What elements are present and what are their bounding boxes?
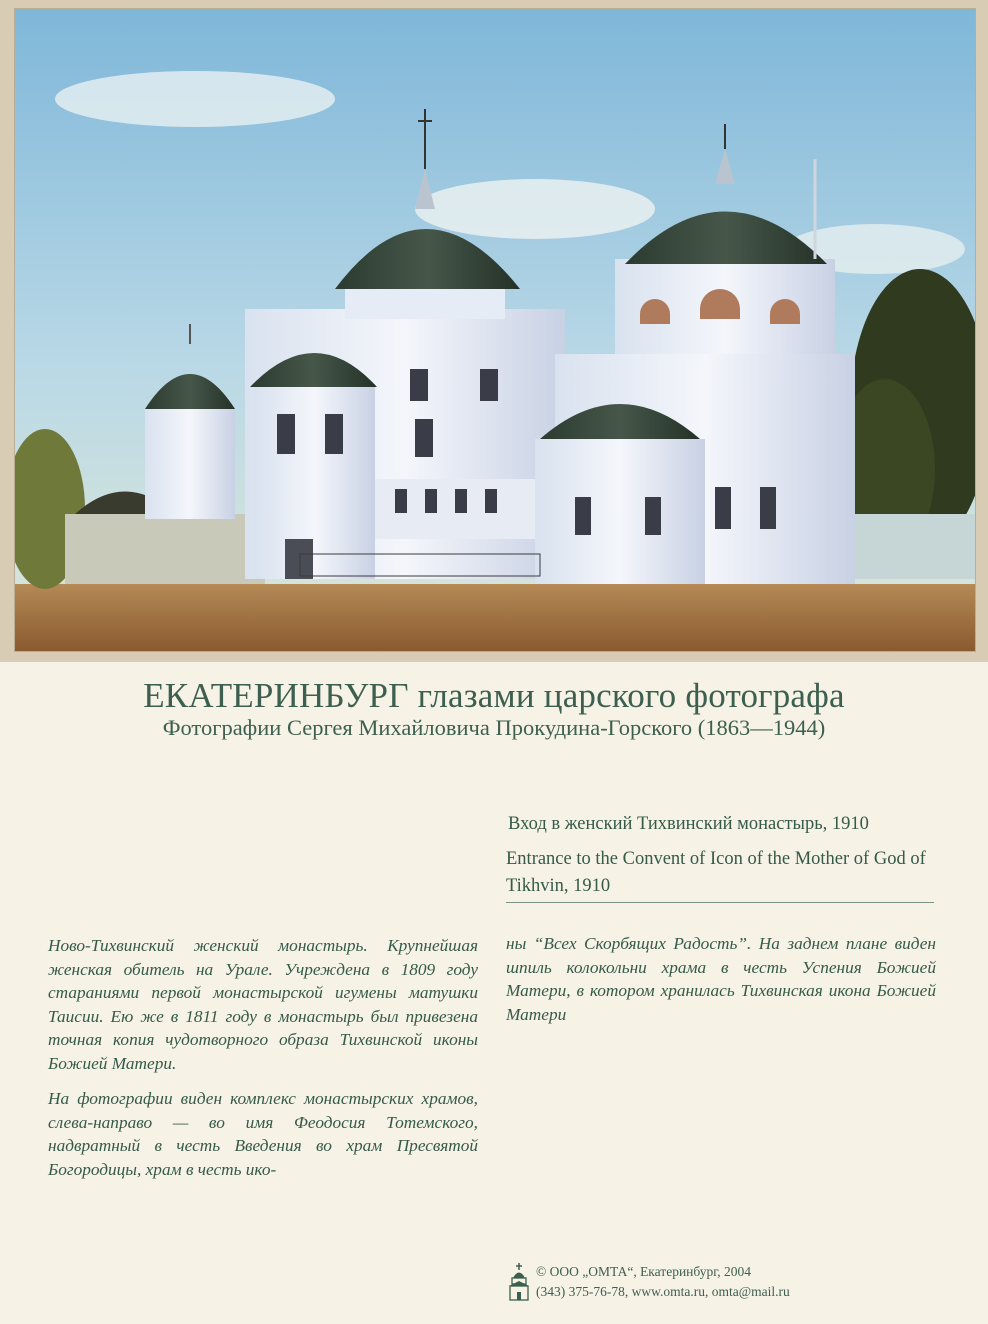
description-paragraph: ны “Всех Скорбящих Радость”. На заднем плане виден шпиль колокольни храма в честь Успения Божией Матери, в котором хранилась Тихвинская икона Божией Матери — [506, 934, 936, 1024]
caption-divider — [506, 902, 934, 903]
church-logo-icon — [508, 1262, 530, 1302]
publisher-footer — [508, 1262, 790, 1306]
monastery-illustration — [15, 9, 975, 651]
copyright-line: © ООО „ОМТА“, Екатеринбург, 2004 — [536, 1264, 752, 1279]
description-paragraph: Ново-Тихвинский женский монастырь. Крупнейшая женская обитель на Урале. Учреждена в 1809 году стараниями первой монастырской игумены матушки Таисии. Ею же в 1811 году в монастырь был привезена точная копия чудотворного образа Тихвинской иконы Божией Матери. — [48, 936, 478, 1073]
contact-line: (343) 375-76-78, www.omta.ru, omta@mail.ru — [536, 1284, 790, 1299]
photo-caption-russian: Вход в женский Тихвинский монастырь, 1910 — [508, 814, 869, 834]
description-right-column — [506, 932, 936, 1038]
page-subtitle: Фотографии Сергея Михайловича Прокудина-Горского (1863—1944) — [162, 715, 826, 740]
photo-caption-english: Entrance to the Convent of Icon of the Mother of God of Tikhvin, 1910 — [506, 849, 926, 896]
description-paragraph: На фотографии виден комплекс монастырских храмов, слева-направо — во имя Феодосия Тотемского, надвратный в честь Введения во храм Пресвятой Богородицы, храм в честь ико- — [48, 1089, 478, 1179]
description-left-column — [48, 934, 478, 1193]
page-title: ЕКАТЕРИНБУРГ глазами царского фотографа — [143, 676, 845, 715]
monastery-photo — [14, 8, 976, 652]
